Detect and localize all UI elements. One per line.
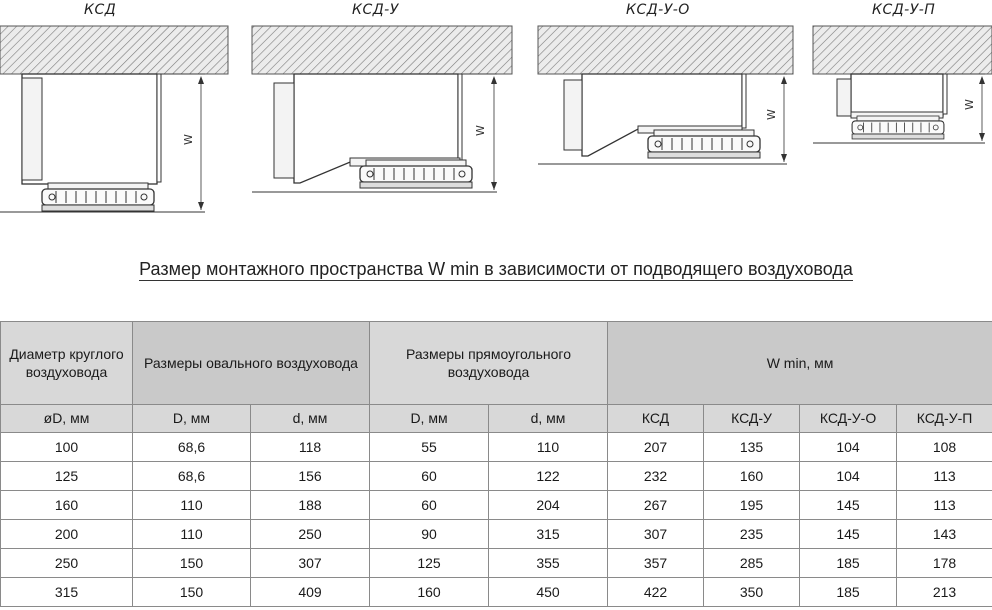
label-ksd: КСД — [84, 2, 117, 18]
cell-wmin-ksd-u-o: 104 — [800, 433, 897, 462]
cell-wmin-ksd-u-p: 108 — [897, 433, 992, 462]
cell-oval-D: 110 — [133, 520, 251, 549]
cell-wmin-ksd-u-o: 145 — [800, 491, 897, 520]
cell-rect-D: 125 — [370, 549, 489, 578]
cell-rect-D: 90 — [370, 520, 489, 549]
cell-oval-d: 118 — [251, 433, 370, 462]
drawing-ksd-u — [252, 26, 512, 192]
table-row — [1, 578, 992, 607]
drawing-ksd-u-o — [538, 26, 793, 164]
subheader-oval-d: d, мм — [251, 405, 370, 433]
cell-rect-d: 450 — [489, 578, 608, 607]
header-diameter: Диаметр круглого воздуховода — [1, 322, 133, 405]
mounting-drawings — [0, 0, 992, 245]
cell-wmin-ksd-u-o: 185 — [800, 549, 897, 578]
cell-rect-D: 60 — [370, 491, 489, 520]
page-title-text: Размер монтажного пространства W min в зависимости от подводящего воздуховода — [139, 259, 853, 279]
cell-rect-d: 122 — [489, 462, 608, 491]
cell-diameter: 125 — [1, 462, 133, 491]
cell-rect-d: 315 — [489, 520, 608, 549]
cell-oval-d: 188 — [251, 491, 370, 520]
cell-wmin-ksd: 307 — [608, 520, 704, 549]
cell-wmin-ksd: 267 — [608, 491, 704, 520]
header-wmin: W min, мм — [608, 322, 992, 405]
dimension-w-ksd-u-p: W — [963, 99, 976, 110]
dimension-w-ksd-u-o: W — [765, 109, 778, 120]
cell-rect-D: 55 — [370, 433, 489, 462]
cell-oval-d: 307 — [251, 549, 370, 578]
table-row — [1, 491, 992, 520]
cell-wmin-ksd-u-p: 113 — [897, 491, 992, 520]
cell-wmin-ksd-u-o: 104 — [800, 462, 897, 491]
cell-rect-D: 160 — [370, 578, 489, 607]
dimension-w-ksd: W — [182, 134, 195, 145]
cell-diameter: 200 — [1, 520, 133, 549]
cell-oval-D: 150 — [133, 549, 251, 578]
cell-oval-d: 409 — [251, 578, 370, 607]
cell-rect-d: 355 — [489, 549, 608, 578]
cell-diameter: 250 — [1, 549, 133, 578]
drawing-ksd — [0, 26, 228, 212]
cell-oval-d: 250 — [251, 520, 370, 549]
cell-rect-d: 204 — [489, 491, 608, 520]
drawing-ksd-u-p — [813, 26, 992, 143]
cell-wmin-ksd-u-p: 113 — [897, 462, 992, 491]
table-subheader-row — [1, 405, 992, 433]
wmin-table — [0, 321, 992, 607]
cell-wmin-ksd-u: 285 — [704, 549, 800, 578]
dimension-w-ksd-u: W — [474, 125, 487, 136]
cell-oval-D: 68,6 — [133, 433, 251, 462]
cell-wmin-ksd-u: 195 — [704, 491, 800, 520]
cell-wmin-ksd: 232 — [608, 462, 704, 491]
subheader-ksd-u-o: КСД-У-О — [800, 405, 897, 433]
cell-wmin-ksd: 207 — [608, 433, 704, 462]
label-ksd-u: КСД-У — [352, 2, 399, 18]
label-ksd-u-o: КСД-У-О — [626, 2, 690, 18]
cell-wmin-ksd-u: 235 — [704, 520, 800, 549]
cell-rect-D: 60 — [370, 462, 489, 491]
table-header-row — [1, 322, 992, 405]
cell-wmin-ksd-u-p: 213 — [897, 578, 992, 607]
cell-wmin-ksd-u-p: 143 — [897, 520, 992, 549]
cell-diameter: 100 — [1, 433, 133, 462]
page-title — [0, 259, 992, 280]
subheader-rect-D: D, мм — [370, 405, 489, 433]
cell-rect-d: 110 — [489, 433, 608, 462]
cell-wmin-ksd: 422 — [608, 578, 704, 607]
table-row — [1, 549, 992, 578]
table-row — [1, 433, 992, 462]
cell-wmin-ksd-u: 350 — [704, 578, 800, 607]
subheader-diameter: øD, мм — [1, 405, 133, 433]
table-row — [1, 520, 992, 549]
cell-oval-D: 150 — [133, 578, 251, 607]
cell-wmin-ksd-u-p: 178 — [897, 549, 992, 578]
subheader-oval-D: D, мм — [133, 405, 251, 433]
subheader-rect-d: d, мм — [489, 405, 608, 433]
cell-oval-d: 156 — [251, 462, 370, 491]
subheader-ksd-u-p: КСД-У-П — [897, 405, 992, 433]
cell-oval-D: 110 — [133, 491, 251, 520]
header-oval: Размеры овального воздуховода — [133, 322, 370, 405]
header-rect: Размеры прямоугольного воздуховода — [370, 322, 608, 405]
cell-wmin-ksd-u-o: 185 — [800, 578, 897, 607]
cell-oval-D: 68,6 — [133, 462, 251, 491]
cell-wmin-ksd-u: 135 — [704, 433, 800, 462]
cell-diameter: 160 — [1, 491, 133, 520]
label-ksd-u-p: КСД-У-П — [872, 2, 936, 18]
cell-wmin-ksd: 357 — [608, 549, 704, 578]
subheader-ksd-u: КСД-У — [704, 405, 800, 433]
table-row — [1, 462, 992, 491]
subheader-ksd: КСД — [608, 405, 704, 433]
drawings-svg — [0, 0, 992, 245]
cell-wmin-ksd-u-o: 145 — [800, 520, 897, 549]
cell-diameter: 315 — [1, 578, 133, 607]
cell-wmin-ksd-u: 160 — [704, 462, 800, 491]
